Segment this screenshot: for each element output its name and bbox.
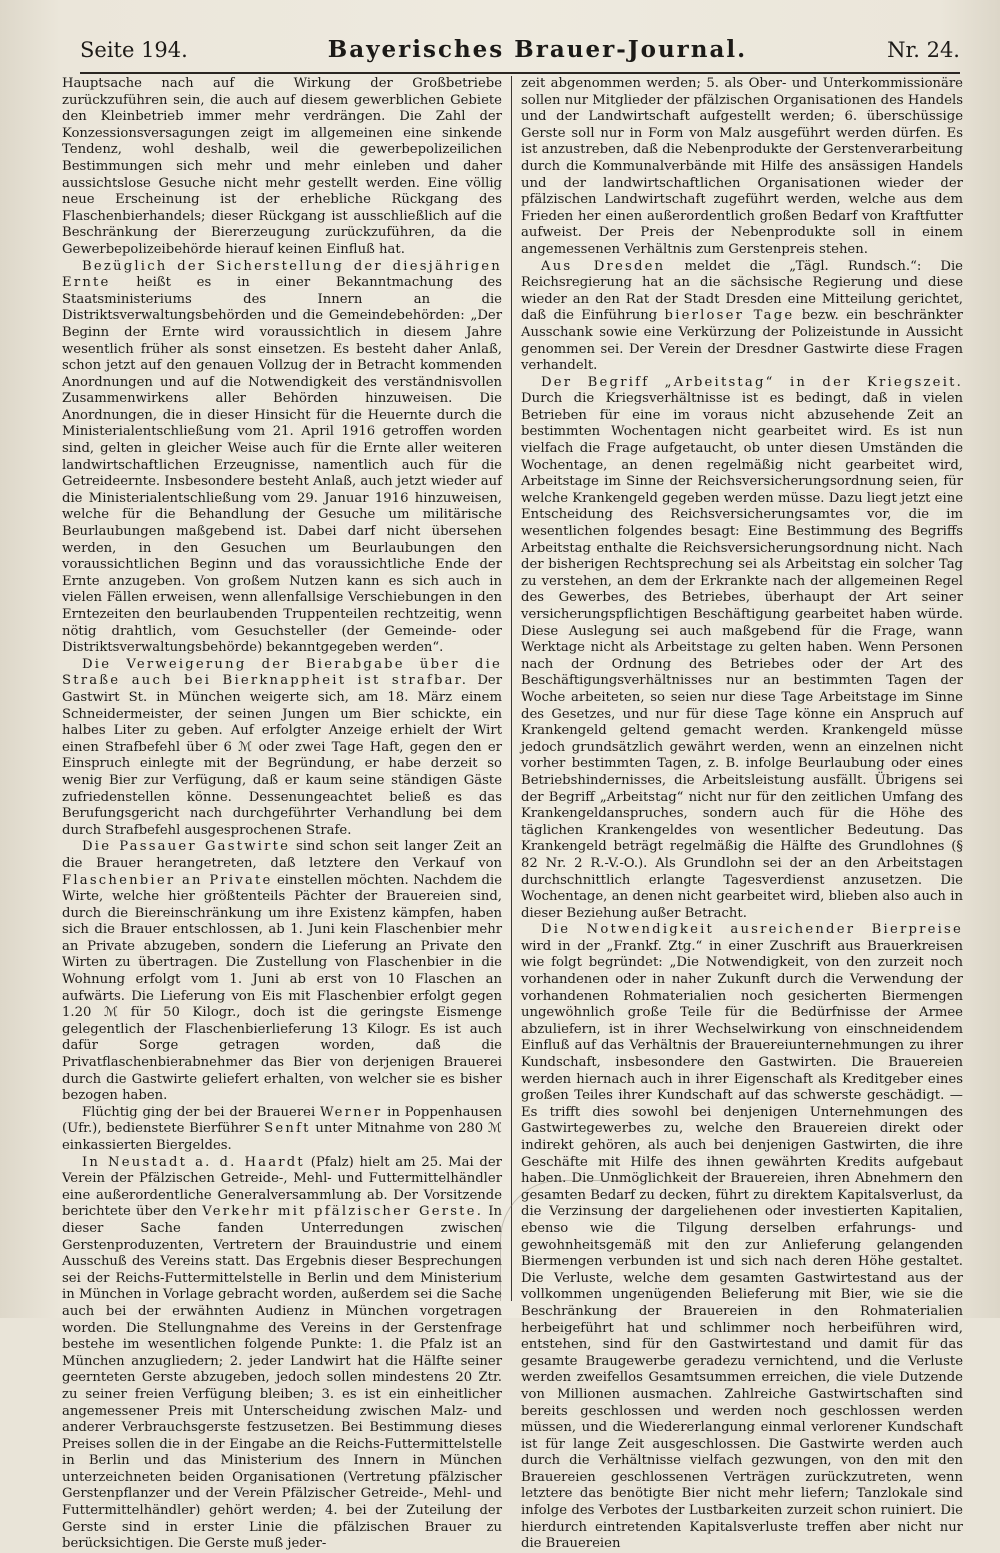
article-emphasis: Verkehr mit pfälzischer Gerste. — [202, 1204, 484, 1220]
article-text: meldet die „Tägl. Rundsch.“: Die Reichsregierung hat an die sächsische Regierung und diese wieder an den Rat der Stadt Dresden eine Mitteilung gerichtet, daß die Einführung — [521, 258, 963, 324]
page-header — [80, 36, 960, 74]
article-emphasis: bierloser Tage — [664, 308, 795, 324]
article-text: Flüchtig ging der bei der Brauerei — [82, 1104, 316, 1120]
page-number: Seite 194. — [80, 38, 188, 62]
article-emphasis: Senft — [264, 1121, 311, 1137]
right-column — [521, 76, 963, 1552]
article-text: einstellen möchten. Nachdem die Wirte, welche hier größtenteils Pächter der Brauereien sind, durch die Biereinschränkung um ihre Existenz kämpfen, haben sich die Brauer entschlossen, ab 1. Juni kein Flaschenbier mehr an Private abzugeben, sondern die Lieferung an Private den Wirten zu übertragen. Die Zustellung von Flaschenbier in die Wohnung erfolgt vom 1. Juni ab erst von 10 Flaschen an aufwärts. Die Lieferung von Eis mit Flaschenbier erfolgt gegen 1.20 ℳ für 50 Kilogr., doch ist die geringste Eismenge gelegentlich der Flaschenbierlieferung 13 Kilogr. Es ist auch dafür Sorge getragen worden, daß die Privatflaschenbierabnehmer das Bier von derjenigen Brauerei durch die Gastwirte geliefert erhalten, von welcher sie es bisher bezogen haben. — [62, 872, 502, 1104]
article-paragraph: zeit abgenommen werden; 5. als Ober- und Unterkommissionäre sollen nur Mitglieder der pfälzischen Organisationen des Handels und der Landwirtschaft aufgestellt werden; 6. überschüssige Gerste soll nur in Form von Malz ausgeführt werden dürfen. Es ist anzustreben, daß die Nebenprodukte der Gerstenverarbeitung durch die Kommunalverbände mit Hilfe des ansässigen Handels und der landwirtschaftlichen Organisationen wieder der pfälzischen Landwirtschaft zugeführt werden, welche aus dem Frieden her einen außerordentlich großen Bedarf von Kraftfutter aufweist. Der Preis der Nebenprodukte soll in einem angemessenen Verhältnis zum Gerstenpreis stehen. — [521, 76, 963, 257]
article-lead: Die Passauer Gastwirte — [82, 839, 291, 855]
article-text: sind schon seit langer Zeit an die Brauer herangetreten, daß letztere den Verkauf von — [62, 839, 502, 871]
article-paragraph — [521, 259, 963, 375]
article-text: In dieser Sache fanden Unterredungen zwischen Gerstenproduzenten, Vertretern der Brauindustrie und einem Ausschuß des Vereins statt. Das Ergebnis dieser Besprechungen sei der Reichs-Futtermittelstelle in Berlin und dem Ministerium in München in Vorlage gebracht worden, außerdem sei die Sache auch bei der erwähnten Audienz in München vorgetragen worden. Die Stellungnahme des Vereins in der Gerstenfrage bestehe im wesentlichen folgende Punkte: 1. die Pfalz ist an München anzugliedern; 2. jeder Landwirt hat die Hälfte seiner geernteten Gerste abzugeben, jedoch sollen mindestens 20 Ztr. zu seiner freien Verfügung bleiben; 3. es ist ein einheitlicher angemessener Preis mit Unterscheidung zwischen Malz- und anderer Verbrauchsgerste festzusetzen. Bei Bestimmung dieses Preises sollen die in der Eingabe an die Reichs-Futtermittelstelle in Berlin und das Ministerium des Innern in München unterzeichneten beiden Organisationen (Vertretung pfälzischer Gerstenpflanzer und der Verein Pfälzischer Getreide-, Mehl- und Futtermittelhändler) gehört werden; 4. bei der Zuteilung der Gerste sind in erster Linie die pfälzischen Brauer zu berücksichtigen. Die Gerste muß jeder- — [62, 1204, 502, 1552]
article-paragraph — [62, 1155, 502, 1553]
article-paragraph — [62, 657, 502, 840]
article-paragraph — [62, 259, 502, 657]
article-text: heißt es in einer Bekanntmachung des Staatsministeriums des Innern an die Distriktsverwaltungsbehörden und die Gemeindebehörden: „Der Beginn der Ernte wird voraussichtlich in diesem Jahre wesentlich früher als sonst einsetzen. Es besteht daher Anlaß, schon jetzt auf den genauen Vollzug der in Betracht kommenden Anordnungen und auf die Notwendigkeit des verständnisvollen Zusammenwirkens aller Behörden hinzuweisen. Die Anordnungen, die in dieser Hinsicht für die Heuernte durch die Ministerialentschließung vom 21. April 1916 getroffen worden sind, gelten in gleicher Weise auch für die Ernte aller weiteren landwirtschaftlichen Erzeugnisse, namentlich auch für die Getreideernte. Insbesondere besteht Anlaß, auch jetzt wieder auf die Ministerialentschließung vom 29. Januar 1916 hinzuweisen, welche für die Behandlung der Gesuche um militärische Beurlaubungen maßgebend ist. Dabei darf nicht übersehen werden, in den Gesuchen um Beurlaubungen den voraussichtlichen Beginn und das voraussichtliche Ende der Ernte anzugeben. Von großem Nutzen kann es sich auch in vielen Fällen erweisen, wenn allenfallsige Verschiebungen in den Erntezeiten den beurlaubenden Truppenteilen rechtzeitig, wenn nötig drahtlich, vom Gesuchsteller (der Gemeinde- oder Distriktsverwaltungsbehörde) bekanntgegeben werden“. — [62, 275, 502, 656]
article-text: Der Gastwirt St. in München weigerte sich, am 18. März einem Schneidermeister, der seinen Jungen um Bier schickte, ein halbes Liter zu geben. Auf erfolgter Anzeige erhielt der Wirt einen Strafbefehl über 6 ℳ oder zwei Tage Haft, gegen den er Einspruch einlegte mit der Begründung, er habe derzeit so wenig Bier zur Verfügung, daß er kaum seine ständigen Gäste zufriedenstellen könne. Dessenungeachtet beließ es das Berufungsgericht nach durchgeführter Verhandlung bei dem durch Strafbefehl ausgesprochenen Strafe. — [62, 673, 502, 838]
page-curl-shadow — [500, 1180, 621, 1301]
article-lead: Bezüglich der Sicherstellung der diesjährigen Ernte — [62, 258, 502, 291]
article-text: (Pfalz) hielt am 25. Mai der Verein der Pfälzischen Getreide-, Mehl- und Futtermittelhändler eine außerordentliche Generalversammlung ab. Der Vorsitzende berichtete über den — [62, 1154, 502, 1220]
article-lead: Aus Dresden — [541, 258, 666, 274]
article-text: bezw. ein beschränkter Ausschank sowie eine Verkürzung der Polizeistunde in Aussicht genommen sei. Der Verein der Dresdner Gastwirte diese Fragen verhandelt. — [521, 308, 963, 374]
article-text: in Poppenhausen (Ufr.), bedienstete Bierführer — [62, 1104, 502, 1137]
article-paragraph: Hauptsache nach auf die Wirkung der Großbetriebe zurückzuführen sein, die auch auf diesem gewerblichen Gebiete den Kleinbetrieb immer mehr verdrängen. Die Zahl der Konzessionsversagungen zeigt im allgemeinen eine sinkende Tendenz, wohl deshalb, weil die gewerbepolizeilichen Bestimmungen sich mehr und mehr einleben und daher aussichtslose Gesuche nicht mehr gestellt werden. Eine völlig neue Erscheinung ist der erhebliche Rückgang des Flaschenbierhandels; dieser Rückgang ist ausschließlich auf die Beschränkung der Biererzeugung zurückzuführen, da die Gewerbepolizeibehörde hierauf keinen Einfluß hat. — [62, 76, 502, 257]
article-paragraph — [62, 1105, 502, 1155]
article-emphasis: Werner — [319, 1104, 383, 1120]
article-lead: Die Verweigerung der Bierabgabe über die Straße auch bei Bierknappheit ist strafbar. — [62, 656, 502, 689]
article-text: unter Mitnahme von 280 ℳ einkassierten Biergeldes. — [62, 1121, 502, 1153]
article-lead: Der Begriff „Arbeitstag“ in der Kriegszeit. — [541, 374, 963, 390]
article-lead: In Neustadt a. d. Haardt — [82, 1154, 305, 1170]
article-paragraph — [62, 839, 502, 1105]
article-text: Durch die Kriegsverhältnisse ist es bedingt, daß in vielen Betrieben für eine im voraus nicht abzusehende Zeit an bestimmten Wochentagen nicht gearbeitet wird. Es ist nun vielfach die Frage aufgetaucht, ob unter diesen Umständen die Wochentage, an denen regelmäßig nicht gearbeitet wird, Arbeitstage im Sinne der Reichsversicherungsordnung seien, für welche Krankengeld gegeben werden müsse. Dazu liegt jetzt eine Entscheidung des Reichsversicherungsamtes vor, die im wesentlichen folgendes besagt: Eine Bestimmung des Begriffs Arbeitstag enthalte die Reichsversicherungsordnung nicht. Nach der bisherigen Rechtsprechung sei als Arbeitstag ein solcher Tag zu verstehen, an dem der Erkrankte nach der allgemeinen Regel des Gewerbes, des Betriebes, überhaupt der Art seiner versicherungspflichtigen Beschäftigung gearbeitet haben würde. Diese Auslegung sei auch maßgebend für die Frage, wann Werktage nicht als Arbeitstage zu gelten haben. Wenn Personen nach der Ordnung des Betriebes oder der Art des Beschäftigungsverhältnisses nur an bestimmten Tagen der Woche arbeiteten, so seien nur diese Tage Arbeitstage im Sinne des Gesetzes, und nur für diese Tage könne ein Anspruch auf Krankengeld geltend gemacht werden. Krankengeld müsse jedoch grundsätzlich gewährt werden, wenn an einzelnen nicht vorher bestimmten Tagen, z. B. infolge Beurlaubung oder eines Betriebshindernisses, die Arbeitsleistung ausfällt. Übrigens sei der Begriff „Arbeitstag“ nicht nur für den zeitlichen Umfang des Krankengeldanspruches, sondern auch für die Höhe des täglichen Krankengeldes von wesentlicher Bedeutung. Das Krankengeld beträgt regelmäßig die Hälfte des Grundlohnes (§ 82 Nr. 2 R.-V.-O.). Als Grundlohn sei der an den Arbeitstagen durchschnittlich erlangte Tagesverdienst anzusetzen. Die Wochentage, an denen nicht gearbeitet wird, blieben also auch in dieser Beziehung außer Betracht. — [521, 391, 963, 921]
left-column — [62, 76, 502, 1552]
column-divider — [511, 76, 512, 1301]
journal-title: Bayerisches Brauer-Journal. — [327, 36, 748, 63]
article-lead: Die Notwendigkeit ausreichender Bierpreise — [541, 922, 963, 938]
article-emphasis: Flaschenbier an Private — [62, 872, 273, 888]
article-text: wird in der „Frankf. Ztg.“ in einer Zuschrift aus Brauerkreisen wie folgt begründet: „Die Notwendigkeit, von den zurzeit noch vorhandenen oder in naher Zukunft durch die Verwendung der vorhandenen Rohmaterialien noch gesicherten Biermengen ungewöhnlich große Teile für die Bedürfnisse der Armee abzuliefern, ist in ihrer Wechselwirkung von einschneidendem Einfluß auf das Verhältnis der Brauereiunternehmungen zu ihrer Kundschaft, insbesondere den Gastwirten. Die Brauereien werden hiernach auch in ihrer Eigenschaft als Kreditgeber eines großen Teiles ihrer Kundschaft auf das schwerste geschädigt. — Es trifft dies sowohl bei denjenigen Unternehmungen des Gastwirtegewerbes zu, welche den Brauereien direkt oder indirekt gehören, als auch bei denjenigen Gastwirten, die ihre Geschäfte mit Hilfe des ihnen gewährten Kredits aufgebaut haben. Die Unmöglichkeit der Brauereien, ihren Abnehmern den gesamten Bedarf zu decken, führt zu direktem Kapitalsverlust, da die Verzinsung der dargeliehenen oder investierten Kapitalien, ebenso wie die Tilgung derselben erfahrungs- und gewohnheitsgemäß mit den zur Anlieferung gelangenden Biermengen verbunden ist und sich nach deren Höhe gestaltet. Die Verluste, welche dem gesamten Gastwirtestand aus der vollkommen ungenügenden Belieferung mit Bier, wie sie die Beschränkung der Brauereien in den Rohmaterialien herbeigeführt hat und schlimmer noch herbeiführen wird, entstehen, sind für den Gastwirtestand und damit für das gesamte Braugewerbe geradezu vernichtend, und die Verluste werden zweifellos Gesamtsummen erreichen, die viele Dutzende von Millionen ausmachen. Zahlreiche Gastwirtschaften sind bereits geschlossen und werden noch geschlossen werden müssen, und die Wiedererlangung einmal verlorener Kundschaft ist für lange Zeit ausgeschlossen. Die Gastwirte werden auch durch die Verhältnisse vielfach gezwungen, von den mit den Brauereien geschlossenen Verträgen zurückzutreten, wenn letztere das benötigte Bier nicht mehr liefern; Tanzlokale sind infolge des Verbotes der Lustbarkeiten zurzeit schon ruiniert. Die hierdurch eintretenden Kapitalsverluste treffen aber nicht nur die Brauereien — [521, 938, 963, 1552]
article-paragraph — [521, 375, 963, 923]
issue-number: Nr. 24. — [887, 38, 960, 62]
